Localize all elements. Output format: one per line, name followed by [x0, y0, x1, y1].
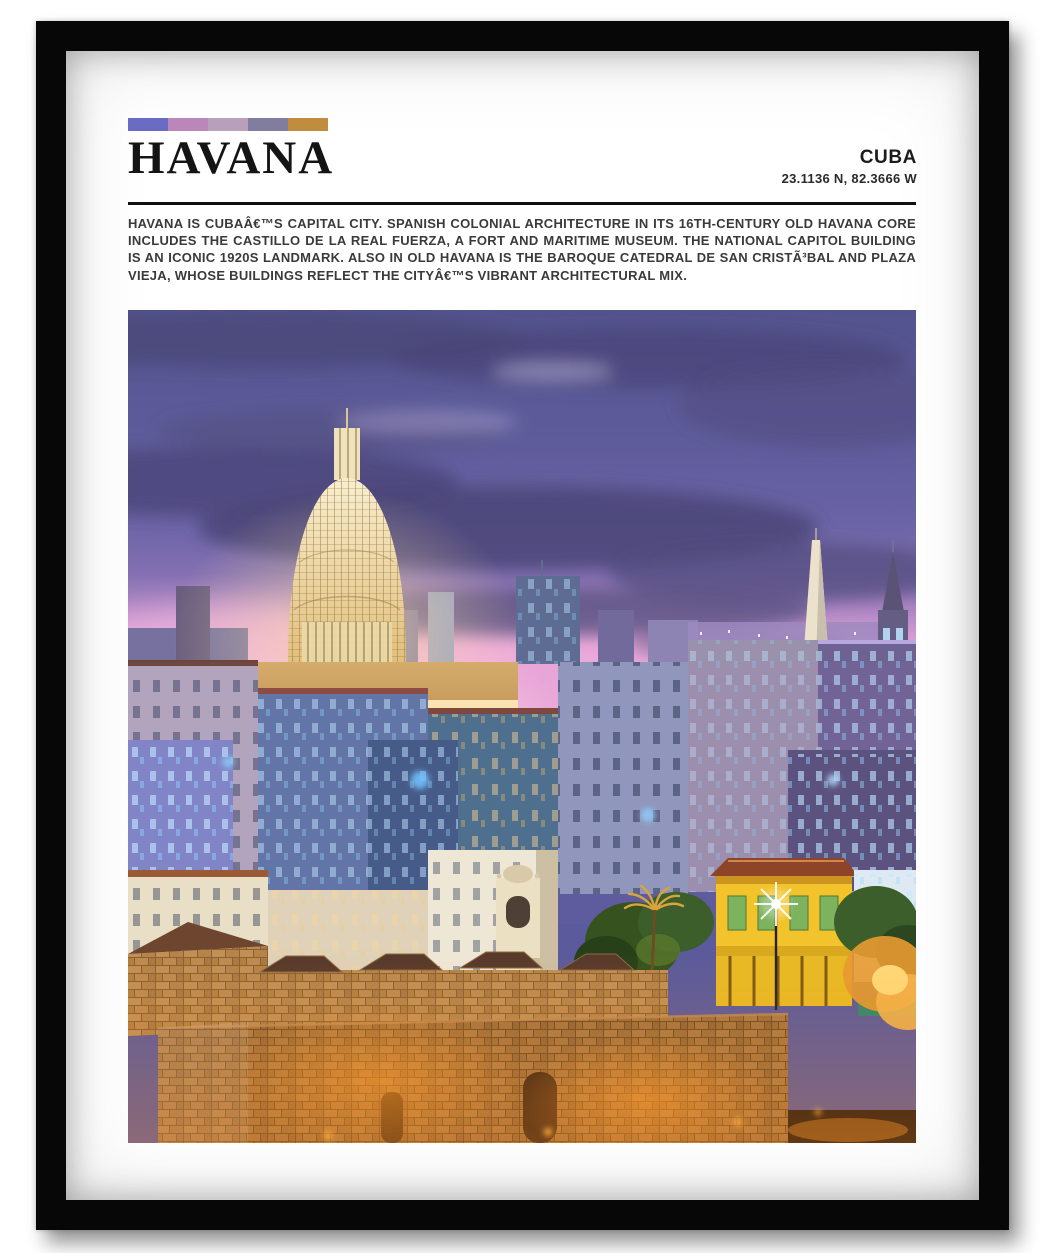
location-meta [782, 147, 917, 187]
palette-swatch [288, 118, 328, 131]
poster-matte [66, 51, 979, 1200]
poster-frame [36, 21, 1009, 1230]
palette-swatch [248, 118, 288, 131]
palette-swatch [168, 118, 208, 131]
palette-swatch [208, 118, 248, 131]
country-label: CUBA [859, 147, 917, 168]
coordinates-label: 23.1136 N, 82.3666 W [781, 171, 917, 186]
divider-rule [128, 202, 916, 205]
warm-glow-overlay [128, 950, 916, 1143]
poster-title: HAVANA [128, 132, 335, 184]
city-photo [128, 310, 916, 1143]
description-text: HAVANA IS CUBAÂ€™S CAPITAL CITY. SPANISH COLONIAL ARCHITECTURE IN ITS 16TH-CENTURY OLD HAVANA CORE INCLUDES THE CASTILLO DE LA REAL FUERZA, A FORT AND MARITIME MUSEUM. THE NATIONAL CAPITOL BUILDING IS AN ICONIC 1920S LANDMARK. ALSO IN OLD HAVANA IS THE BAROQUE CATEDRAL DE SAN CRISTÃ³BAL AND PLAZA VIEJA, WHOSE BUILDINGS REFLECT THE CITYÂ€™S VIBRANT ARCHITECTURAL MIX. [128, 216, 916, 283]
palette-swatch [128, 118, 168, 131]
palette-bar [128, 118, 328, 131]
